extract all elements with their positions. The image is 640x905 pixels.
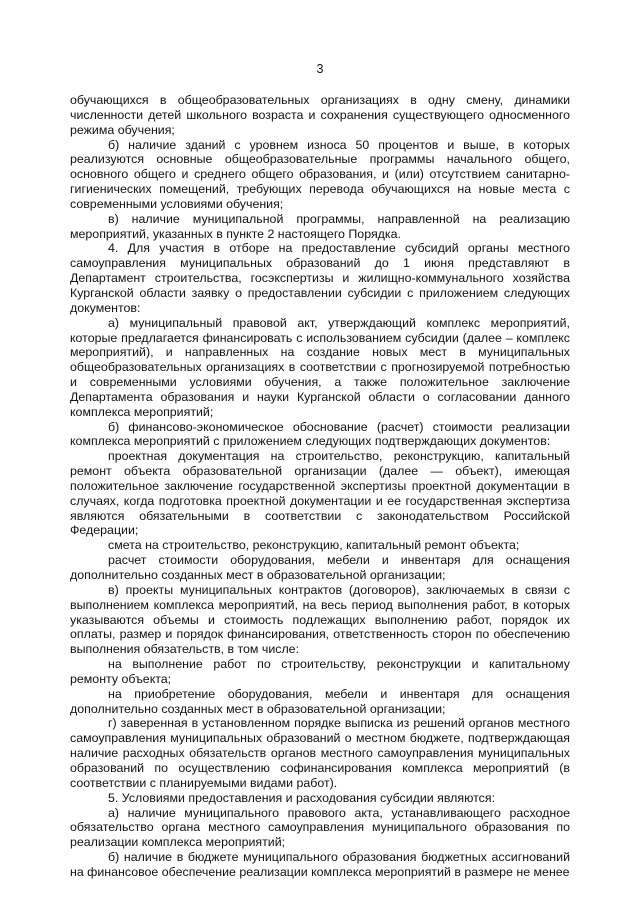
paragraph-9: расчет стоимости оборудования, мебели и инвентаря для оснащения дополнительно созданных мест в образовательной организации; xyxy=(70,553,570,582)
document-body xyxy=(70,93,570,880)
paragraph-15: а) наличие муниципального правового акта, устанавливающего расходное обязательство органа местного самоуправления муниципального образования по реализации комплекса мероприятий; xyxy=(70,805,570,850)
paragraph-4: 4. Для участия в отборе на предоставление субсидий органы местного самоуправления муниципальных образований до 1 июня представляют в Департамент строительства, госэкспертизы и жилищно-коммунального хозяйства Курганской области заявку о предоставлении субсидии с приложением следующих документов: xyxy=(70,241,570,315)
paragraph-10: в) проекты муниципальных контрактов (договоров), заключаемых в связи с выполнением комплекса мероприятий, на весь период выполнения работ, в которых указываются объемы и стоимость подлежащих выполнению работ, порядок их оплаты, размер и порядок финансирования, ответственность сторон по обеспечению выполнения обязательств, в том числе: xyxy=(70,582,570,657)
paragraph-7: проектная документация на строительство, реконструкцию, капитальный ремонт объекта образовательной организации (далее — объект), имеющая положительное заключение государственной экспертизы проектной документации в случаях, когда подготовка проектной документации и ее государственная экспертиза являются обязательными в соответствии с законодательством Российской Федерации; xyxy=(70,449,570,538)
paragraph-12: на приобретение оборудования, мебели и инвентаря для оснащения дополнительно созданных мест в образовательной организации; xyxy=(70,686,570,716)
paragraph-3: в) наличие муниципальной программы, направленной на реализацию мероприятий, указанных в пункте 2 настоящего Порядка. xyxy=(70,211,570,241)
paragraph-5: а) муниципальный правовой акт, утверждающий комплекс мероприятий, которые предлагается финансировать с использованием субсидии (далее – комплекс мероприятий), и направленных на создание новых мест в муниципальных общеобразовательных организациях в соответствии с прогнозируемой потребностью и современными условиями обучения, а также положительное заключение Департамента образования и науки Курганской области о согласовании данного комплекса мероприятий; xyxy=(70,315,570,419)
paragraph-11: на выполнение работ по строительству, реконструкции и капитальному ремонту объекта; xyxy=(70,657,570,686)
paragraph-13: г) заверенная в установленном порядке выписка из решений органов местного самоуправления муниципальных образований о местном бюджете, подтверждающая наличие расходных обязательств органов местного самоуправления муниципальных образований по осуществлению софинансирования комплекса мероприятий (в соответствии с планируемыми видами работ). xyxy=(70,716,570,790)
paragraph-8: смета на строительство, реконструкцию, капитальный ремонт объекта; xyxy=(108,538,520,553)
paragraph-6: б) финансово-экономическое обоснование (расчет) стоимости реализации комплекса мероприятий с приложением следующих подтверждающих документов: xyxy=(70,419,570,449)
page-number: 3 xyxy=(316,62,324,76)
paragraph-14: 5. Условиями предоставления и расходования субсидии являются: xyxy=(108,790,496,805)
paragraph-16: б) наличие в бюджете муниципального образования бюджетных ассигнований на финансовое обеспечение реализации комплекса мероприятий в размере не менее xyxy=(70,850,570,879)
paragraph-1: обучающихся в общеобразовательных организациях в одну смену, динамики численности детей школьного возраста и сохранения существующего односменного режима обучения; xyxy=(70,93,570,137)
paragraph-2: б) наличие зданий с уровнем износа 50 процентов и выше, в которых реализуются основные общеобразовательные программы начального общего, основного общего и среднего общего образования, и (или) отсутствием санитарно-гигиенических помещений, требующих перевода обучающихся на новые места с современными условиями обучения; xyxy=(70,137,570,211)
